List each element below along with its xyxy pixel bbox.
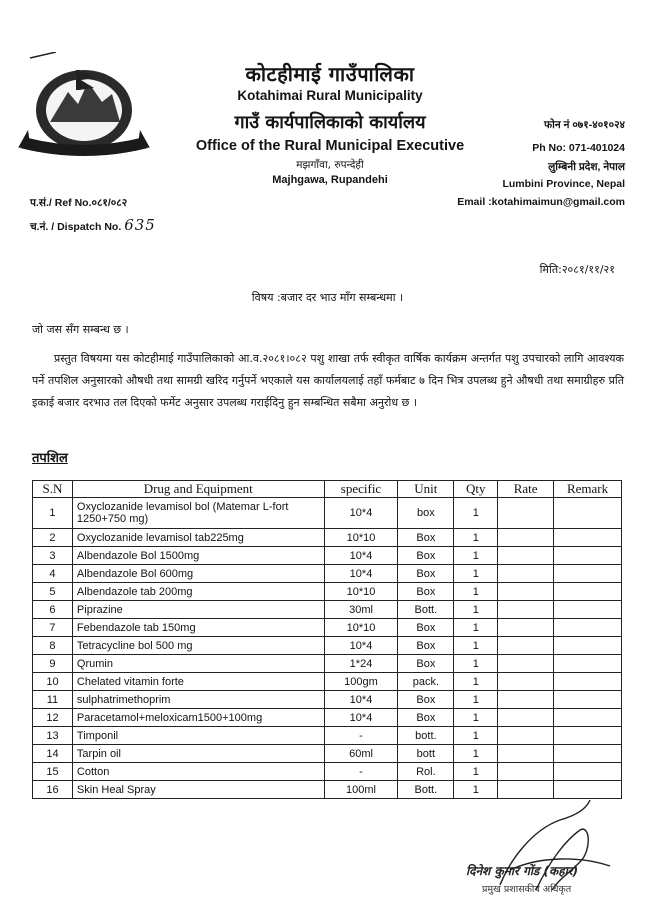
cell-remark (554, 565, 622, 583)
cell-remark (554, 601, 622, 619)
cell-item: Albendazole Bol 1500mg (72, 547, 324, 565)
cell-item: Timponil (72, 727, 324, 745)
cell-remark (554, 619, 622, 637)
ref-number (30, 196, 127, 210)
cell-qty: 1 (454, 781, 498, 799)
cell-sn: 10 (33, 673, 73, 691)
table-row (33, 637, 622, 655)
cell-rate (498, 619, 554, 637)
cell-spec: 10*4 (324, 565, 398, 583)
cell-spec: 10*4 (324, 709, 398, 727)
cell-sn: 16 (33, 781, 73, 799)
cell-spec: 10*4 (324, 691, 398, 709)
table-row (33, 691, 622, 709)
cell-unit: bott (398, 745, 454, 763)
cell-qty: 1 (454, 745, 498, 763)
cell-sn: 6 (33, 601, 73, 619)
cell-rate (498, 691, 554, 709)
nepal-emblem-icon (16, 52, 152, 162)
cell-sn: 12 (33, 709, 73, 727)
cell-sn: 2 (33, 529, 73, 547)
cell-unit: Box (398, 619, 454, 637)
cell-qty: 1 (454, 691, 498, 709)
cell-unit: Box (398, 691, 454, 709)
cell-qty: 1 (454, 619, 498, 637)
cell-sn: 11 (33, 691, 73, 709)
table-header-row (33, 481, 622, 498)
cell-remark (554, 709, 622, 727)
cell-remark (554, 547, 622, 565)
cell-spec: - (324, 763, 398, 781)
cell-spec: 1*24 (324, 655, 398, 673)
cell-unit: bott. (398, 727, 454, 745)
cell-qty: 1 (454, 601, 498, 619)
cell-remark (554, 655, 622, 673)
cell-rate (498, 637, 554, 655)
cell-spec: 10*10 (324, 583, 398, 601)
cell-remark (554, 498, 622, 529)
salutation: जो जस सँग सम्बन्ध छ । (32, 323, 129, 336)
cell-item: Tetracycline bol 500 mg (72, 637, 324, 655)
cell-unit: box (398, 498, 454, 529)
cell-qty: 1 (454, 727, 498, 745)
municipality-name-np: कोटहीमाई गाउँपालिका (245, 62, 415, 86)
cell-remark (554, 637, 622, 655)
cell-item: Albendazole Bol 600mg (72, 565, 324, 583)
cell-spec: 10*10 (324, 619, 398, 637)
cell-rate (498, 673, 554, 691)
table-row (33, 498, 622, 529)
cell-remark (554, 691, 622, 709)
cell-spec: - (324, 727, 398, 745)
cell-qty: 1 (454, 547, 498, 565)
office-name-np: गाउँ कार्यपालिकाको कार्यालय (234, 112, 426, 133)
province-en: Lumbini Province, Nepal (502, 178, 625, 190)
tapashil-heading: तपशिल (32, 451, 68, 466)
letter-date: मिति:२०८१/११/२१ (539, 263, 615, 276)
cell-item: Qrumin (72, 655, 324, 673)
cell-unit: Box (398, 655, 454, 673)
phone-en: Ph No: 071-401024 (532, 142, 625, 154)
cell-spec: 10*4 (324, 547, 398, 565)
table-row (33, 547, 622, 565)
letter-body: प्रस्तुत विषयमा यस कोटहीमाई गाउँपालिकाको आ.व.२०८१।०८२ पशु शाखा तर्फ स्वीकृत वार्षिक कार्यक्रम अन्तर्गत पशु उपचारको लागि आवश्यक पर्ने तपशिल अनुसारको औषधी तथा सामग्री खरिद गर्नुपर्ने भएकाले यस कार्यालयलाई तहाँ फर्मबाट ७ दिन भित्र उपलब्ध हुने औषधी तथा समाग्रीहरु प्रति इकाई बजार दरभाउ तल दिएको फर्मेट अनुसार उपलब्ध गराईदिनु हुन सम्बन्धित सबैमा अनुरोध छ । (32, 352, 624, 409)
cell-rate (498, 655, 554, 673)
cell-spec: 30ml (324, 601, 398, 619)
cell-qty: 1 (454, 763, 498, 781)
cell-sn: 15 (33, 763, 73, 781)
cell-qty: 1 (454, 673, 498, 691)
col-header-remark: Remark (554, 481, 622, 498)
col-header-specific: specific (324, 481, 398, 498)
letter-subject: विषय :बजार दर भाउ माँग सम्बन्धमा । (251, 291, 404, 304)
cell-item: Skin Heal Spray (72, 781, 324, 799)
cell-unit: Box (398, 565, 454, 583)
cell-item: Cotton (72, 763, 324, 781)
cell-unit: Rol. (398, 763, 454, 781)
cell-qty: 1 (454, 637, 498, 655)
cell-sn: 4 (33, 565, 73, 583)
cell-spec: 10*4 (324, 498, 398, 529)
table-row (33, 601, 622, 619)
cell-rate (498, 583, 554, 601)
table-row (33, 763, 622, 781)
cell-sn: 5 (33, 583, 73, 601)
table-row (33, 727, 622, 745)
cell-spec: 100ml (324, 781, 398, 799)
cell-rate (498, 709, 554, 727)
province-np: लुम्बिनी प्रदेश, नेपाल (548, 161, 625, 173)
table-row (33, 745, 622, 763)
phone-np: फोन नं ०७१-४०१०२४ (544, 119, 625, 131)
cell-rate (498, 498, 554, 529)
col-header-unit: Unit (398, 481, 454, 498)
cell-item: Paracetamol+meloxicam1500+100mg (72, 709, 324, 727)
cell-item: Oxyclozanide levamisol bol (Matemar L-fort 1250+750 mg) (72, 498, 324, 529)
cell-qty: 1 (454, 565, 498, 583)
cell-item: Albendazole tab 200mg (72, 583, 324, 601)
cell-sn: 9 (33, 655, 73, 673)
cell-item: Piprazine (72, 601, 324, 619)
table-row (33, 673, 622, 691)
cell-item: sulphatrimethoprim (72, 691, 324, 709)
cell-spec: 10*4 (324, 637, 398, 655)
cell-rate (498, 601, 554, 619)
cell-item: Febendazole tab 150mg (72, 619, 324, 637)
cell-unit: Box (398, 547, 454, 565)
table-row (33, 655, 622, 673)
cell-item: Oxyclozanide levamisol tab225mg (72, 529, 324, 547)
table-row (33, 565, 622, 583)
cell-unit: pack. (398, 673, 454, 691)
signatory-designation: प्रमुख प्रशासकीय अधिकृत (482, 884, 572, 895)
dispatch-number (30, 216, 156, 234)
cell-remark (554, 673, 622, 691)
address-np: मझगाँवा, रुपन्देही (296, 159, 364, 171)
cell-rate (498, 529, 554, 547)
cell-sn: 14 (33, 745, 73, 763)
email: Email :kotahimaimun@gmail.com (457, 196, 625, 208)
cell-remark (554, 727, 622, 745)
municipality-name-en: Kotahimai Rural Municipality (237, 88, 423, 103)
cell-spec: 60ml (324, 745, 398, 763)
cell-rate (498, 565, 554, 583)
ref-label: प.सं./ Ref No. (30, 197, 92, 209)
cell-remark (554, 745, 622, 763)
cell-remark (554, 583, 622, 601)
cell-sn: 13 (33, 727, 73, 745)
items-table (32, 480, 622, 799)
signatory-name: दिनेश कुमार गोंड (कहार) (466, 864, 579, 878)
col-header-qty: Qty (454, 481, 498, 498)
ref-value: ०८१/०८२ (91, 197, 128, 209)
cell-qty: 1 (454, 529, 498, 547)
cell-item: Chelated vitamin forte (72, 673, 324, 691)
cell-qty: 1 (454, 583, 498, 601)
cell-remark (554, 529, 622, 547)
cell-unit: Box (398, 529, 454, 547)
table-row (33, 709, 622, 727)
cell-remark (554, 763, 622, 781)
cell-spec: 100gm (324, 673, 398, 691)
cell-unit: Bott. (398, 781, 454, 799)
cell-spec: 10*10 (324, 529, 398, 547)
cell-unit: Box (398, 637, 454, 655)
cell-rate (498, 547, 554, 565)
cell-sn: 7 (33, 619, 73, 637)
cell-unit: Box (398, 583, 454, 601)
cell-unit: Box (398, 709, 454, 727)
cell-rate (498, 727, 554, 745)
col-header-sn: S.N (33, 481, 73, 498)
cell-item: Tarpin oil (72, 745, 324, 763)
cell-rate (498, 745, 554, 763)
table-row (33, 619, 622, 637)
office-name-en: Office of the Rural Municipal Executive (195, 138, 465, 154)
cell-rate (498, 763, 554, 781)
cell-sn: 8 (33, 637, 73, 655)
address-en: Majhgawa, Rupandehi (272, 174, 388, 186)
cell-sn: 3 (33, 547, 73, 565)
dispatch-value: 635 (124, 216, 156, 234)
dispatch-label: च.नं. / Dispatch No. (30, 221, 122, 233)
cell-unit: Bott. (398, 601, 454, 619)
col-header-item: Drug and Equipment (72, 481, 324, 498)
cell-sn: 1 (33, 498, 73, 529)
cell-qty: 1 (454, 655, 498, 673)
table-row (33, 583, 622, 601)
cell-qty: 1 (454, 498, 498, 529)
col-header-rate: Rate (498, 481, 554, 498)
table-row (33, 529, 622, 547)
cell-qty: 1 (454, 709, 498, 727)
